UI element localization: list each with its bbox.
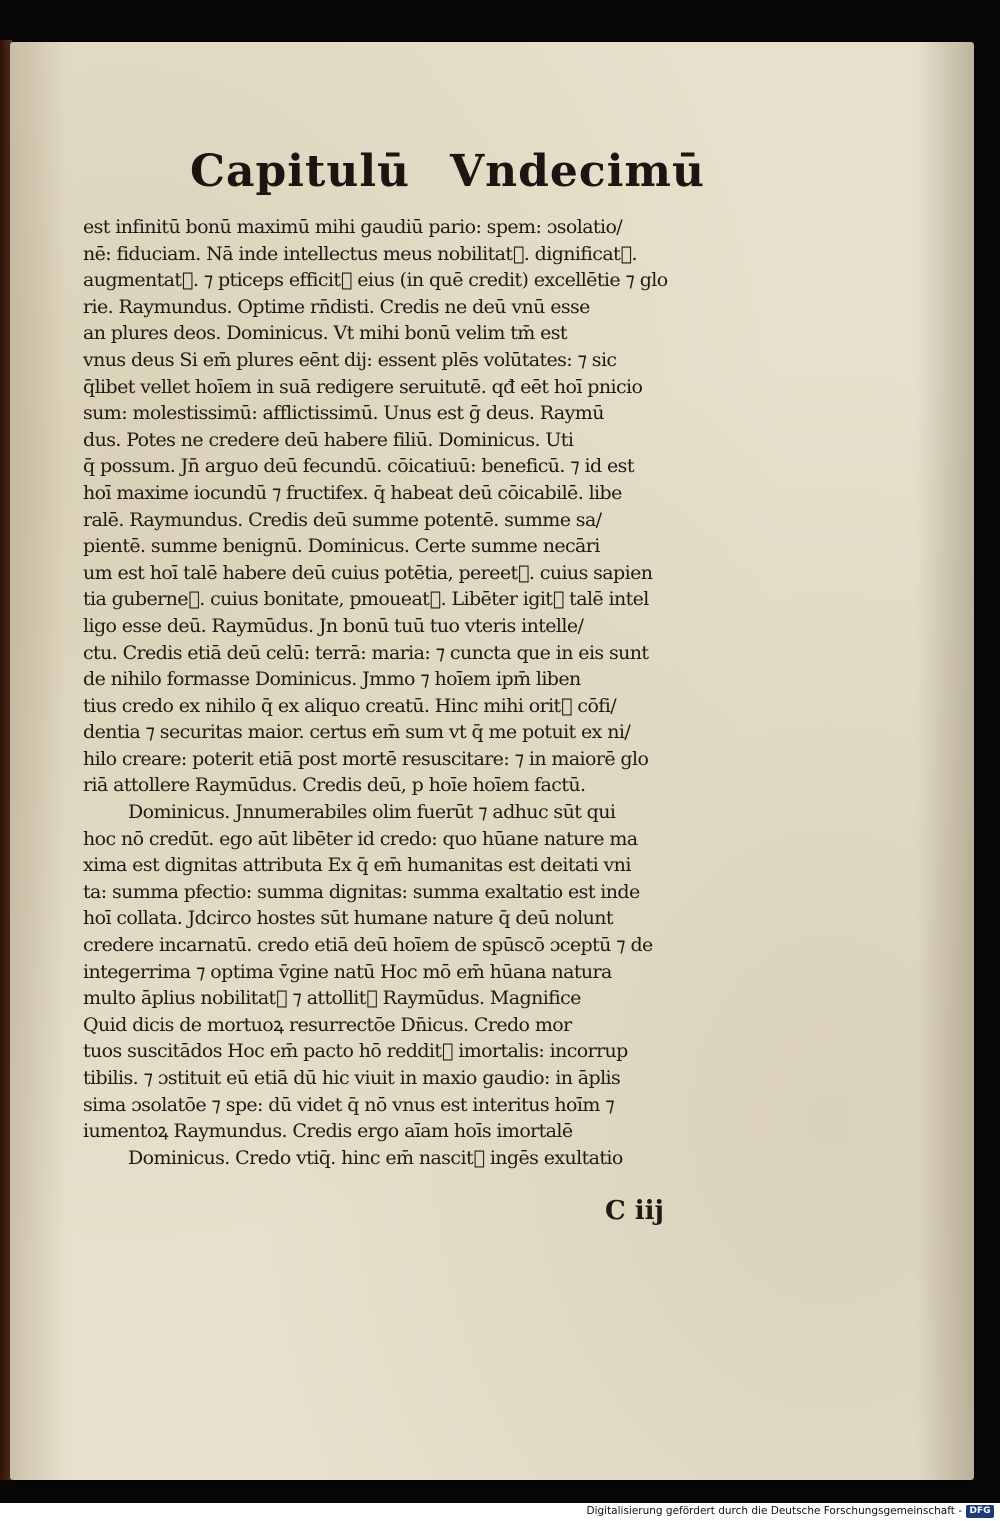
page-text-block (83, 214, 733, 1171)
text-line: hoc nō credūt. ego aūt libēter id credo: quo hūane nature ma (83, 827, 638, 850)
text-line: integerrima ⁊ optima v̄gine natū Hoc mō em̄ hūana natura (83, 960, 612, 983)
text-line: sum: molestissimū: afflictissimū. Unus est ḡ deus. Raymū (83, 402, 604, 425)
text-line: augmentat᷑. ⁊ pticeps efficit᷑ eius (in quē credit) excellētie ⁊ glo (83, 269, 668, 292)
text-line: an plures deos. Dominicus. Vt mihi bonū velim tm̄ est (83, 322, 567, 345)
text-line: Quid dicis de mortuoꝝ resurrectōe Dn̄icus. Credo mor (83, 1013, 572, 1036)
text-line: multo āplius nobilitat᷑ ⁊ attollit᷑ Raymūdus. Magnifice (83, 987, 581, 1010)
chapter-heading-right: Vndecimū (450, 146, 705, 197)
text-line: um est hoī talē habere deū cuius potētia, pereet᷑. cuius sapien (83, 561, 653, 584)
text-line: iumentoꝝ Raymundus. Credis ergo aīam hoīs imortalē (83, 1120, 573, 1143)
text-line: vnus deus Si em̄ plures eēnt dij: essent plēs volūtates: ⁊ sic (83, 348, 617, 371)
text-line: dus. Potes ne credere deū habere filiū. Dominicus. Uti (83, 428, 574, 451)
text-line: est infinitū bonū maximū mihi gaudiū pario: spem: ɔsolatio/ (83, 216, 623, 238)
text-line: ctu. Credis etiā deū celū: terrā: maria: ⁊ cuncta que in eis sunt (83, 641, 649, 664)
text-line: q̄ possum. Jn̄ arguo deū fecundū. cōicatiuū: beneficū. ⁊ id est (83, 455, 634, 478)
signature-mark: C iij (605, 1196, 664, 1226)
text-line: hoī maxime iocundū ⁊ fructifex. q̄ habeat deū cōicabilē. libe (83, 481, 622, 504)
text-line: ta: summa pfectio: summa dignitas: summa exaltatio est inde (83, 880, 640, 903)
text-line: tia guberne᷑. cuius bonitate, pmoueat᷑. Libēter igit᷑ talē intel (83, 588, 649, 611)
text-line: ralē. Raymundus. Credis deū summe potentē. summe sa/ (83, 508, 602, 531)
text-line: de nihilo formasse Dominicus. Jmmo ⁊ hoīem ipm̄ liben (83, 668, 581, 691)
text-line: nē: fiduciam. Nā inde intellectus meus nobilitat᷑. dignificat᷑. (83, 242, 637, 265)
text-line: q̄libet vellet hoīem in suā redigere seruitutē. qđ eēt hoī pnicio (83, 375, 643, 398)
text-line: Dominicus. Jnnumerabiles olim fuerūt ⁊ adhuc sūt qui (128, 801, 616, 824)
chapter-heading-left: Capitulū (190, 146, 411, 197)
text-line: dentia ⁊ securitas maior. certus em̄ sum vt q̄ me potuit ex ni/ (83, 721, 631, 744)
text-line: tibilis. ⁊ ɔstituit eū etiā dū hic viuit in maxio gaudio: in āplis (83, 1067, 621, 1089)
chapter-heading (190, 146, 705, 197)
dfg-logo: DFG (966, 1505, 994, 1518)
text-line: pientē. summe benignū. Dominicus. Certe summe necāri (83, 535, 600, 558)
text-line: rie. Raymundus. Optime rn̄disti. Credis ne deū vnū esse (83, 295, 590, 318)
text-line: Dominicus. Credo vtiq̄. hinc em̄ nascit᷑ ingēs exultatio (128, 1146, 623, 1169)
text-line: sima ɔsolatōe ⁊ spe: dū videt q̄ nō vnus est interitus hoīm ⁊ (83, 1093, 615, 1116)
text-line: tius credo ex nihilo q̄ ex aliquo creatū. Hinc mihi orit᷑ cōfi/ (83, 694, 617, 717)
text-line: tuos suscitādos Hoc em̄ pacto hō reddit᷑ imortalis: incorrup (83, 1040, 628, 1063)
text-line: riā attollere Raymūdus. Credis deū, p hoīe hoīem factū. (83, 774, 586, 797)
text-line: hilo creare: poterit etiā post mortē resuscitare: ⁊ in maiorē glo (83, 747, 649, 770)
text-line: credere incarnatū. credo etiā deū hoīem de spūscō ɔceptū ⁊ de (83, 934, 653, 957)
text-line: ligo esse deū. Raymūdus. Jn bonū tuū tuo vteris intelle/ (83, 614, 584, 637)
text-line: xima est dignitas attributa Ex q̄ em̄ humanitas est deitati vni (83, 854, 631, 877)
footer-credit-text: Digitalisierung gefördert durch die Deutsche Forschungsgemeinschaft - (586, 1505, 962, 1517)
text-line: hoī collata. Jdcirco hostes sūt humane nature q̄ deū nolunt (83, 907, 613, 930)
